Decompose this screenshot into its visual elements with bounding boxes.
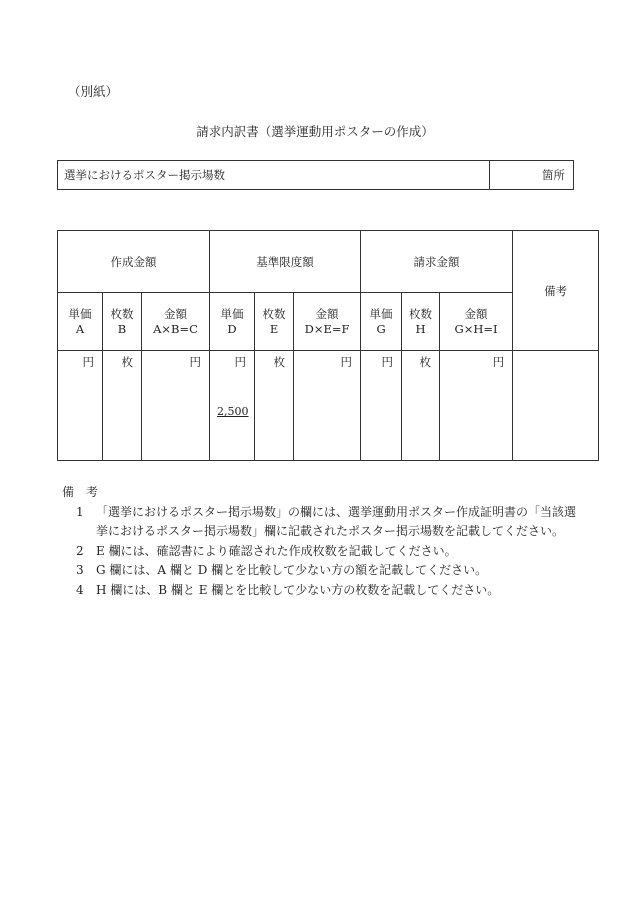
value-cell xyxy=(210,351,255,461)
unit-label: 枚 xyxy=(273,355,286,369)
column-label: 単価 xyxy=(369,306,393,321)
note-item xyxy=(62,561,582,581)
unit-label: 円 xyxy=(381,355,394,369)
value-cell xyxy=(361,351,402,461)
standard-unit-price-reference: 2,500 xyxy=(217,405,249,418)
value-cell xyxy=(255,351,294,461)
note-text: G 欄には、A 欄と D 欄とを比較して少ない方の額を記載してください。 xyxy=(96,563,488,578)
value-cell xyxy=(440,351,513,461)
poster-site-count-unit: 箇所 xyxy=(490,161,574,190)
note-text: E 欄には、確認書により確認された作成枚数を記載してください。 xyxy=(96,543,457,558)
document-title: 請求内訳書（選挙運動用ポスターの作成） xyxy=(196,124,434,139)
column-code: E xyxy=(269,321,279,336)
note-item xyxy=(62,542,582,562)
column-header xyxy=(361,293,402,351)
column-label: 金額 xyxy=(164,306,188,321)
claim-breakdown-table xyxy=(57,230,599,461)
remarks-header: 備考 xyxy=(513,231,599,351)
column-label: 金額 xyxy=(464,306,488,321)
notes-section xyxy=(62,483,582,601)
remarks-cell xyxy=(513,351,599,461)
column-label: 枚数 xyxy=(262,306,286,321)
note-item xyxy=(62,581,582,601)
column-label: 枚数 xyxy=(110,306,134,321)
note-item xyxy=(62,503,582,542)
notes-heading: 備考 xyxy=(62,485,111,499)
unit-label: 円 xyxy=(340,355,353,369)
column-header xyxy=(142,293,210,351)
column-header xyxy=(103,293,142,351)
group-header-standard: 基準限度額 xyxy=(210,231,361,293)
value-cell xyxy=(142,351,210,461)
column-code: B xyxy=(117,321,127,336)
note-number: 2 xyxy=(76,543,84,558)
note-text: H 欄には、B 欄と E 欄とを比較して少ない方の枚数を記載してください。 xyxy=(96,582,500,597)
unit-label: 円 xyxy=(82,355,94,369)
column-code: D xyxy=(227,321,237,336)
value-cell xyxy=(294,351,361,461)
unit-label: 円 xyxy=(189,355,202,369)
attachment-label: （別紙） xyxy=(68,84,119,99)
column-header xyxy=(58,293,103,351)
group-header-production: 作成金額 xyxy=(58,231,210,293)
column-label: 単価 xyxy=(68,306,92,321)
column-code: A xyxy=(75,321,85,336)
poster-site-count-label: 選挙におけるポスター掲示場数 xyxy=(58,161,490,190)
column-header xyxy=(402,293,440,351)
column-code: A×B=C xyxy=(153,321,198,336)
column-label: 金額 xyxy=(315,306,339,321)
unit-label: 円 xyxy=(234,355,247,369)
column-code: D×E=F xyxy=(304,321,350,336)
column-header xyxy=(210,293,255,351)
column-header xyxy=(255,293,294,351)
note-number: 3 xyxy=(76,563,84,578)
column-code: H xyxy=(415,321,426,336)
note-number: 4 xyxy=(76,582,84,597)
group-header-claim: 請求金額 xyxy=(361,231,513,293)
unit-label: 枚 xyxy=(121,355,133,369)
value-cell xyxy=(58,351,103,461)
value-cell xyxy=(402,351,440,461)
note-text: 「選挙におけるポスター掲示場数」の欄には、選挙運動用ポスター作成証明書の「当該選挙におけるポスター掲示場数」欄に記載されたポスター掲示場数を記載してください。 xyxy=(96,504,577,539)
value-cell xyxy=(103,351,142,461)
unit-label: 枚 xyxy=(419,355,432,369)
column-label: 単価 xyxy=(220,306,244,321)
column-header xyxy=(294,293,361,351)
column-code: G xyxy=(376,321,386,336)
unit-label: 円 xyxy=(492,355,505,369)
notes-list xyxy=(62,503,582,601)
poster-site-count-table xyxy=(57,160,574,190)
column-label: 枚数 xyxy=(409,306,433,321)
note-number: 1 xyxy=(76,504,84,519)
column-header xyxy=(440,293,513,351)
column-code: G×H=I xyxy=(454,321,498,336)
